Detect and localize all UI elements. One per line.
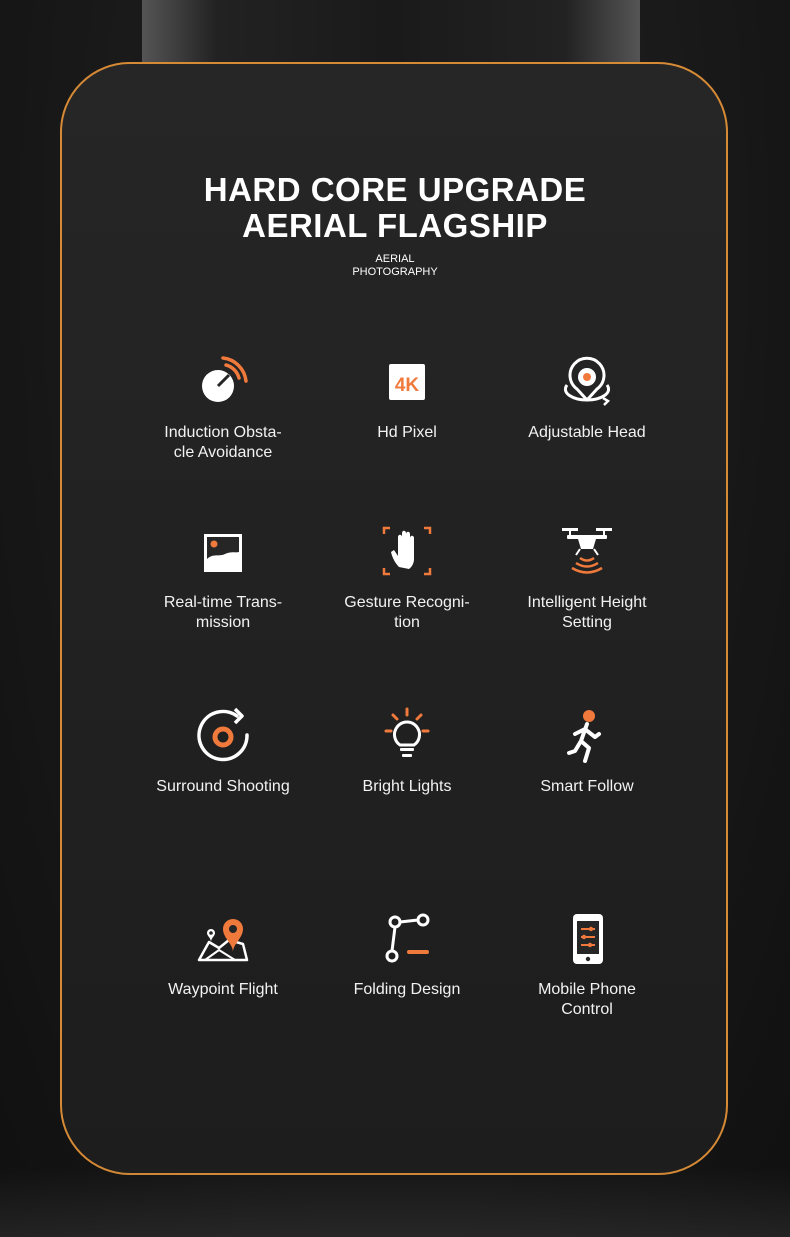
fold-icon	[379, 910, 435, 966]
title-line-2: AERIAL FLAGSHIP	[242, 207, 548, 244]
page-subtitle	[0, 253, 790, 279]
feature-label: Waypoint Flight	[168, 981, 278, 998]
subtitle-line-2: PHOTOGRAPHY	[352, 266, 438, 278]
surround-icon	[195, 707, 251, 763]
feature-label: Real-time Trans- mission	[163, 594, 283, 631]
image-icon	[195, 523, 251, 579]
feature-label: Smart Follow	[540, 778, 634, 795]
top-strip	[142, 0, 640, 62]
radar-icon	[195, 353, 251, 409]
title-line-1: HARD CORE UPGRADE	[203, 171, 587, 208]
feature-label: Mobile Phone Control	[538, 981, 636, 1018]
feature-realtime-transmission	[138, 523, 308, 633]
bulb-icon	[379, 707, 435, 763]
feature-adjustable-head	[502, 353, 672, 443]
feature-label: Hd Pixel	[377, 424, 437, 441]
feature-label: Folding Design	[353, 981, 461, 998]
feature-waypoint-flight	[138, 910, 308, 1000]
rotate-camera-icon	[559, 353, 615, 409]
feature-mobile-phone-control	[502, 910, 672, 1020]
feature-label: Induction Obsta- cle Avoidance	[164, 424, 282, 461]
page-title	[0, 172, 790, 244]
feature-smart-follow	[502, 707, 672, 797]
hand-icon	[379, 523, 435, 579]
feature-bright-lights	[322, 707, 492, 797]
feature-intelligent-height	[502, 523, 672, 633]
feature-folding-design	[322, 910, 492, 1000]
drone-icon	[559, 523, 615, 579]
feature-surround-shooting	[138, 707, 308, 797]
feature-obstacle-avoidance	[138, 353, 308, 463]
phone-icon	[559, 910, 615, 966]
feature-gesture-recognition	[322, 523, 492, 633]
feature-label: Surround Shooting	[156, 778, 290, 795]
runner-icon	[559, 707, 615, 763]
feature-label: Bright Lights	[362, 778, 452, 795]
feature-label: Adjustable Head	[528, 424, 646, 441]
bottom-glow	[0, 1167, 790, 1237]
map-pin-icon	[195, 910, 251, 966]
feature-label: Gesture Recogni- tion	[344, 594, 470, 631]
feature-hd-pixel	[322, 353, 492, 443]
subtitle-line-1: AERIAL	[375, 253, 415, 265]
4k-icon	[379, 353, 435, 409]
4k-text: 4K	[394, 375, 420, 396]
feature-label: Intelligent Height Setting	[527, 594, 647, 631]
